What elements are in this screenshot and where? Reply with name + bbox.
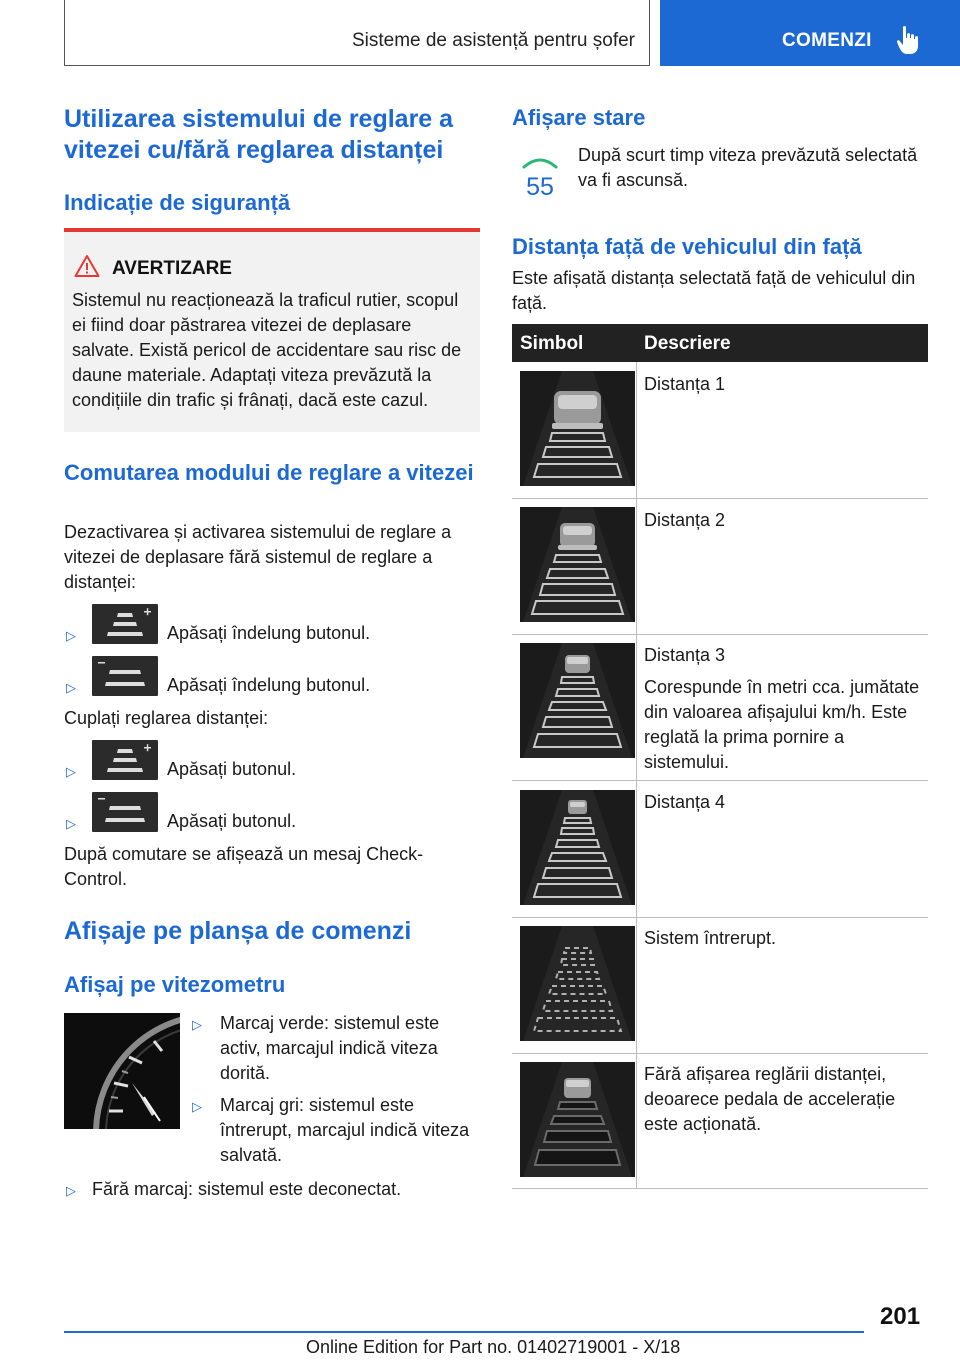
distance-3-symbol-image — [520, 643, 635, 758]
speedo-green-marker-text: Marcaj verde: sistemul este activ, marcajul indică viteza dorită. — [220, 1013, 440, 1083]
table-column-divider — [636, 362, 637, 1188]
switch-mode-text: Dezactivarea și activarea sistemului de reglare a vitezei de deplasare fără sistemul de reglare a distanței: — [64, 522, 452, 592]
header-chapter-tab[interactable] — [660, 0, 960, 66]
switch-mode-heading: Comutarea modului de reglare a vitezei — [64, 460, 474, 485]
bullet-marker-icon: ▷ — [66, 764, 76, 779]
bullet-marker-icon: ▷ — [66, 680, 76, 695]
table-row-divider — [512, 1188, 928, 1189]
speedometer-image — [64, 1013, 180, 1129]
distance-4-desc: Distanța 4 — [644, 792, 726, 812]
bullet-marker-icon: ▷ — [192, 1017, 202, 1032]
header-section-title: Sisteme de asistență pentru șofer — [351, 30, 635, 51]
warning-triangle-icon — [74, 254, 100, 278]
footer-edition-text: Online Edition for Part no. 01402719001 - X/18 — [306, 1337, 681, 1357]
system-interrupted-symbol-image — [520, 926, 635, 1041]
couple-distance-text: Cuplați reglarea distanței: — [64, 708, 269, 728]
step-press-1: Apăsați butonul. — [167, 759, 297, 779]
header-chapter-label: COMENZI — [782, 30, 872, 51]
status-heading: Afișare stare — [512, 105, 646, 130]
after-switch-text: După comutare se afișează un mesaj Check-Control. — [64, 844, 424, 889]
step-long-press-2: Apăsați îndelung butonul. — [167, 675, 371, 695]
status-speed-value: 55 — [526, 173, 554, 199]
step-press-2: Apăsați butonul. — [167, 811, 297, 831]
table-row-divider — [512, 634, 928, 635]
table-row-divider — [512, 498, 928, 499]
displays-heading: Afișaje pe planșa de comenzi — [64, 917, 412, 945]
button-distance-plus-icon — [92, 740, 158, 780]
button-distance-plus-icon — [92, 604, 158, 644]
pointing-hand-icon — [896, 25, 922, 55]
header-section-box — [64, 0, 650, 66]
speedo-no-marker-text: Fără marcaj: sistemul este deconectat. — [92, 1179, 402, 1199]
distance-table-header — [512, 324, 928, 362]
warning-title: AVERTIZARE — [112, 258, 232, 279]
distance-heading: Distanța față de vehiculul din față — [512, 234, 862, 259]
bullet-marker-icon: ▷ — [192, 1099, 202, 1114]
step-long-press-1: Apăsați îndelung butonul. — [167, 623, 371, 643]
footer-divider — [64, 1331, 864, 1333]
button-distance-minus-icon — [92, 656, 158, 696]
speedo-gray-marker-text: Marcaj gri: sistemul este întrerupt, marcajul indică viteza salvată. — [220, 1095, 470, 1165]
warning-box — [64, 228, 480, 432]
distance-1-desc: Distanța 1 — [644, 374, 726, 394]
column-header-description: Descriere — [644, 333, 731, 354]
page-title: Utilizarea sistemului de reglare a vitezei cu/fără reglarea distanței — [64, 105, 454, 164]
system-interrupted-desc: Sistem întrerupt. — [644, 928, 777, 948]
page-number: 201 — [880, 1303, 921, 1330]
button-distance-minus-icon — [92, 792, 158, 832]
table-row-divider — [512, 1053, 928, 1054]
column-header-symbol: Simbol — [520, 333, 584, 354]
accelerator-active-symbol-image — [520, 1062, 635, 1177]
table-row-divider — [512, 917, 928, 918]
distance-2-desc: Distanța 2 — [644, 510, 726, 530]
distance-2-symbol-image — [520, 507, 635, 622]
bullet-marker-icon: ▷ — [66, 1183, 76, 1198]
distance-3-extra-desc: Corespunde în metri cca. jumătate din valoarea afișajului km/h. Este reglată la prima pornire a sistemului. — [644, 677, 920, 772]
warning-text: Sistemul nu reacționează la traficul rutier, scopul ei fiind doar păstrarea vitezei de deplasare salvate. Există pericol de accidentare sau risc de daune materiale. Adaptați viteza prevăzută la condițiile din trafic și frânați, dacă este cazul. — [72, 290, 462, 410]
distance-3-desc: Distanța 3 — [644, 645, 726, 665]
distance-4-symbol-image — [520, 790, 635, 905]
speedometer-heading: Afișaj pe vitezometru — [64, 972, 286, 997]
status-text: După scurt timp viteza prevăzută selectată va fi ascunsă. — [578, 145, 918, 190]
status-speed-icon — [518, 153, 562, 199]
distance-1-symbol-image — [520, 371, 635, 486]
distance-text: Este afișată distanța selectată față de vehiculul din față. — [512, 268, 916, 313]
table-row-divider — [512, 780, 928, 781]
safety-heading: Indicație de siguranță — [64, 190, 291, 215]
bullet-marker-icon: ▷ — [66, 816, 76, 831]
bullet-marker-icon: ▷ — [66, 628, 76, 643]
accelerator-active-desc: Fără afișarea reglării distanței, deoarece pedala de accelerație este acționată. — [644, 1064, 896, 1134]
